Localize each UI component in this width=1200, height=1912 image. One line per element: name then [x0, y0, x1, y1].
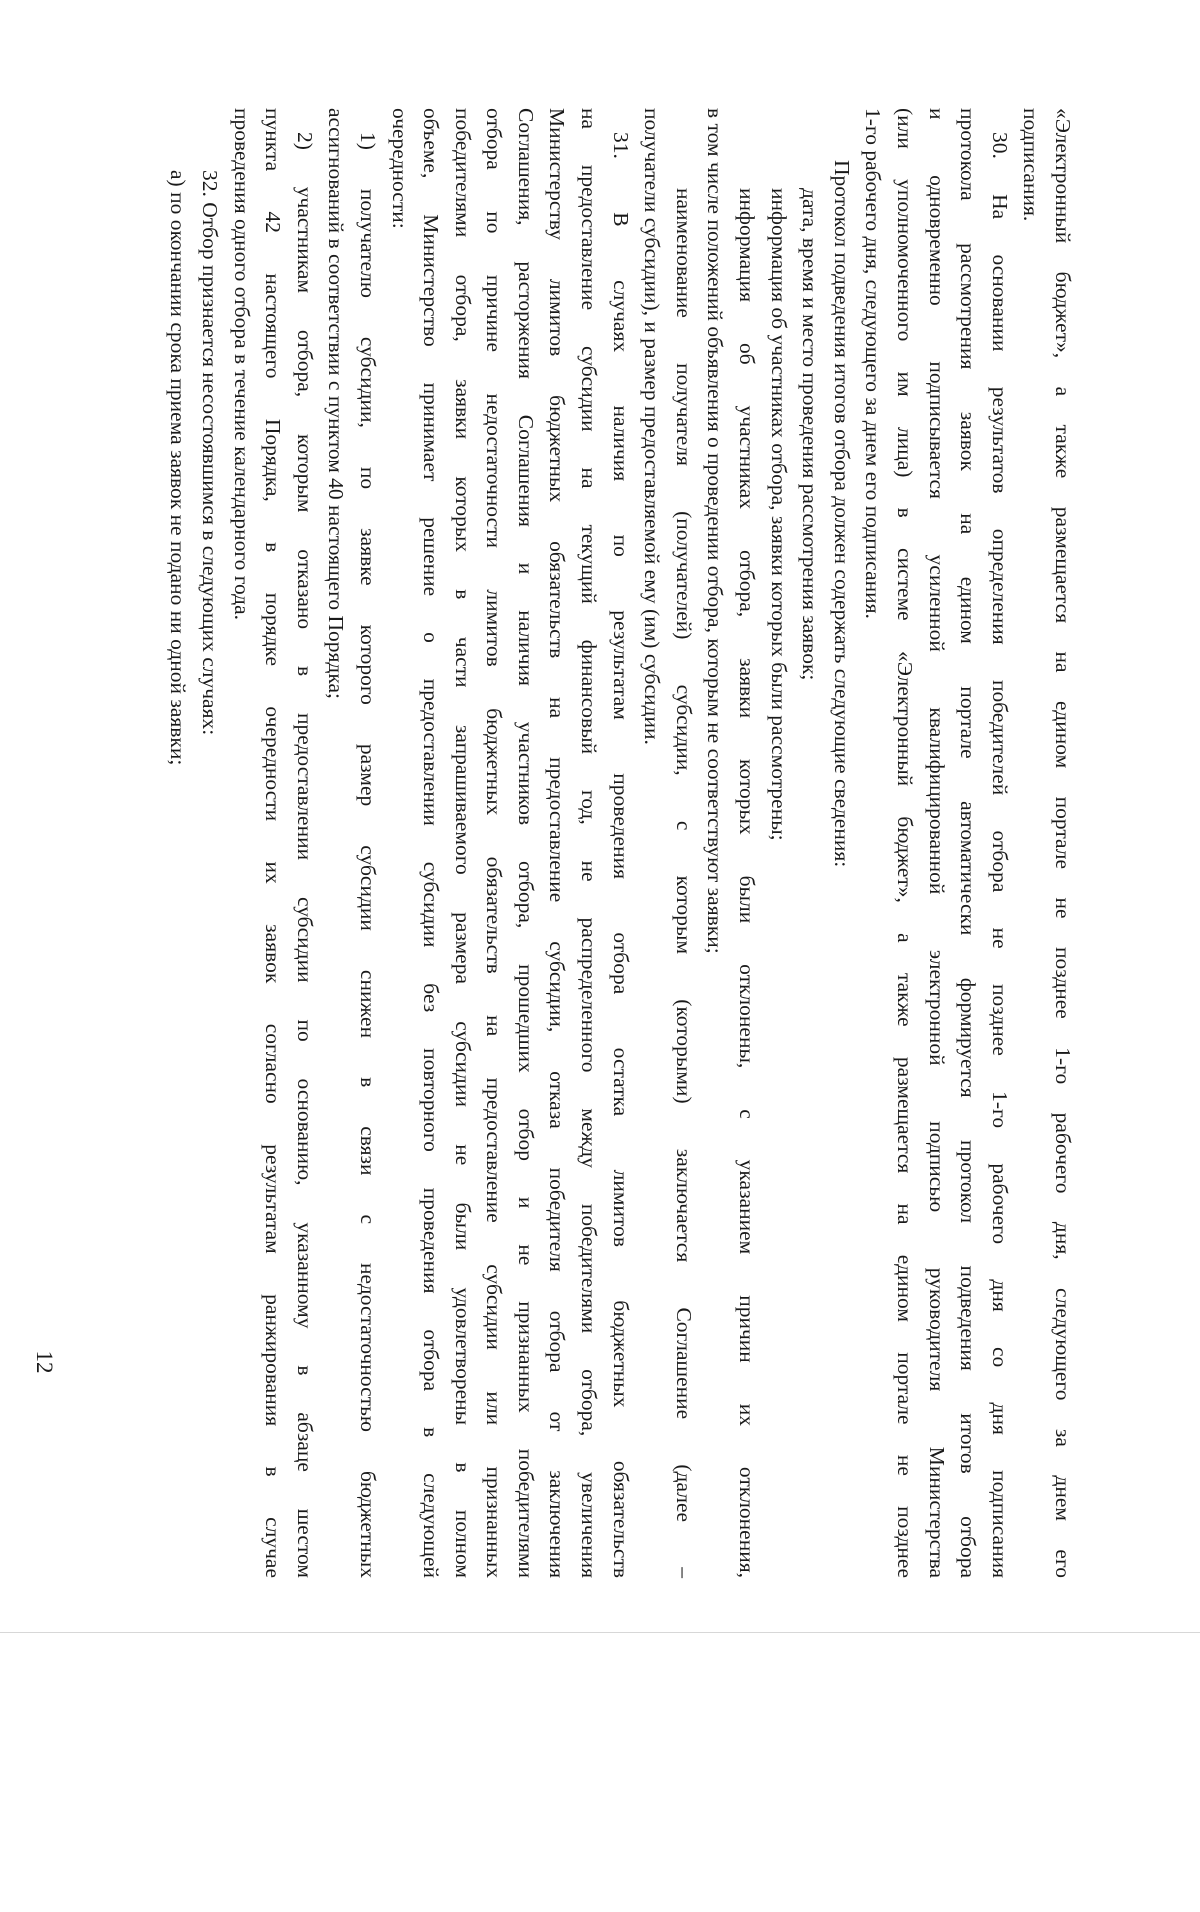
- text-line: 1) получателю субсидии, по заявке которого размер субсидии снижен в связи с недостаточностью бюджетных: [355, 132, 380, 1578]
- text-line: дата, время и место проведения рассмотрения заявок;: [798, 188, 823, 681]
- text-line: пункта 42 настоящего Порядка, в порядке очередности их заявок согласно результатам ранжирования в случае: [261, 108, 286, 1578]
- text-line: подписания.: [1019, 108, 1044, 222]
- text-line: ассигнований в соответствии с пунктом 40 настоящего Порядка;: [324, 108, 349, 699]
- text-line: очередности:: [387, 108, 412, 229]
- text-line: информация об участниках отбора, заявки которых были рассмотрены;: [766, 188, 791, 841]
- text-line: отбора по причине недостаточности лимитов бюджетных обязательств на предоставление субсидии или признанных: [482, 108, 507, 1578]
- page-number: 12: [32, 1350, 57, 1374]
- text-line: победителями отбора, заявки которых в части запрашиваемого размера субсидии не были удовлетворены в полном: [450, 108, 475, 1578]
- text-line: получатели субсидии), и размер предоставляемой ему (им) субсидии.: [640, 108, 665, 745]
- text-line: 30. На основании результатов определения победителей отбора не позднее 1-го рабочего дня со дня подписания: [987, 132, 1012, 1578]
- text-line: и одновременно подписывается усиленной квалифицированной электронной подписью руководителя Министерства: [924, 108, 949, 1578]
- scan-edge-line: [0, 1632, 1200, 1633]
- text-line: протокола рассмотрения заявок на едином портале автоматически формируется протокол подведения итогов отбора: [956, 108, 981, 1578]
- text-line: Протокол подведения итогов отбора должен содержать следующие сведения:: [829, 160, 854, 868]
- document-body: [118, 108, 1078, 1578]
- text-line: Министерству лимитов бюджетных обязательств на предоставление субсидии, отказа победителя отбора от заключения: [545, 108, 570, 1578]
- text-line: 2) участникам отбора, которым отказано в предоставлении субсидии по основанию, указанному в абзаце шестом: [292, 132, 317, 1578]
- text-line: 31. В случаях наличия по результатам проведения отбора остатка лимитов бюджетных обязательств: [608, 132, 633, 1578]
- text-line: объеме, Министерство принимает решение о предоставлении субсидии без повторного проведения отбора в следующей: [419, 108, 444, 1578]
- text-line: Соглашения, расторжения Соглашения и наличия участников отбора, прошедших отбор и не признанных победителями: [513, 108, 538, 1578]
- text-line: в том числе положений объявления о проведении отбора, которым не соответствуют заявки;: [703, 108, 728, 954]
- text-line: (или уполномоченного им лица) в системе «Электронный бюджет», а также размещается на едином портале не позднее: [893, 108, 918, 1578]
- text-line: 1-го рабочего дня, следующего за днем его подписания.: [861, 108, 886, 619]
- text-line: проведения одного отбора в течение календарного года.: [229, 108, 254, 621]
- text-line: наименование получателя (получателей) субсидии, с которым (которыми) заключается Соглашение (далее –: [671, 188, 696, 1578]
- text-line: «Электронный бюджет», а также размещается на едином портале не позднее 1-го рабочего дня, следующего за днем его: [1051, 108, 1075, 1578]
- text-line: а) по окончании срока приема заявок не подано ни одной заявки;: [166, 170, 191, 766]
- text-line: информация об участниках отбора, заявки которых были отклонены, с указанием причин их отклонения,: [735, 188, 760, 1578]
- text-line: 32. Отбор признается несостоявшимся в следующих случаях:: [197, 170, 222, 736]
- text-line: на предоставление субсидии на текущий финансовый год, не распределенного между победителями отбора, увеличения: [577, 108, 602, 1578]
